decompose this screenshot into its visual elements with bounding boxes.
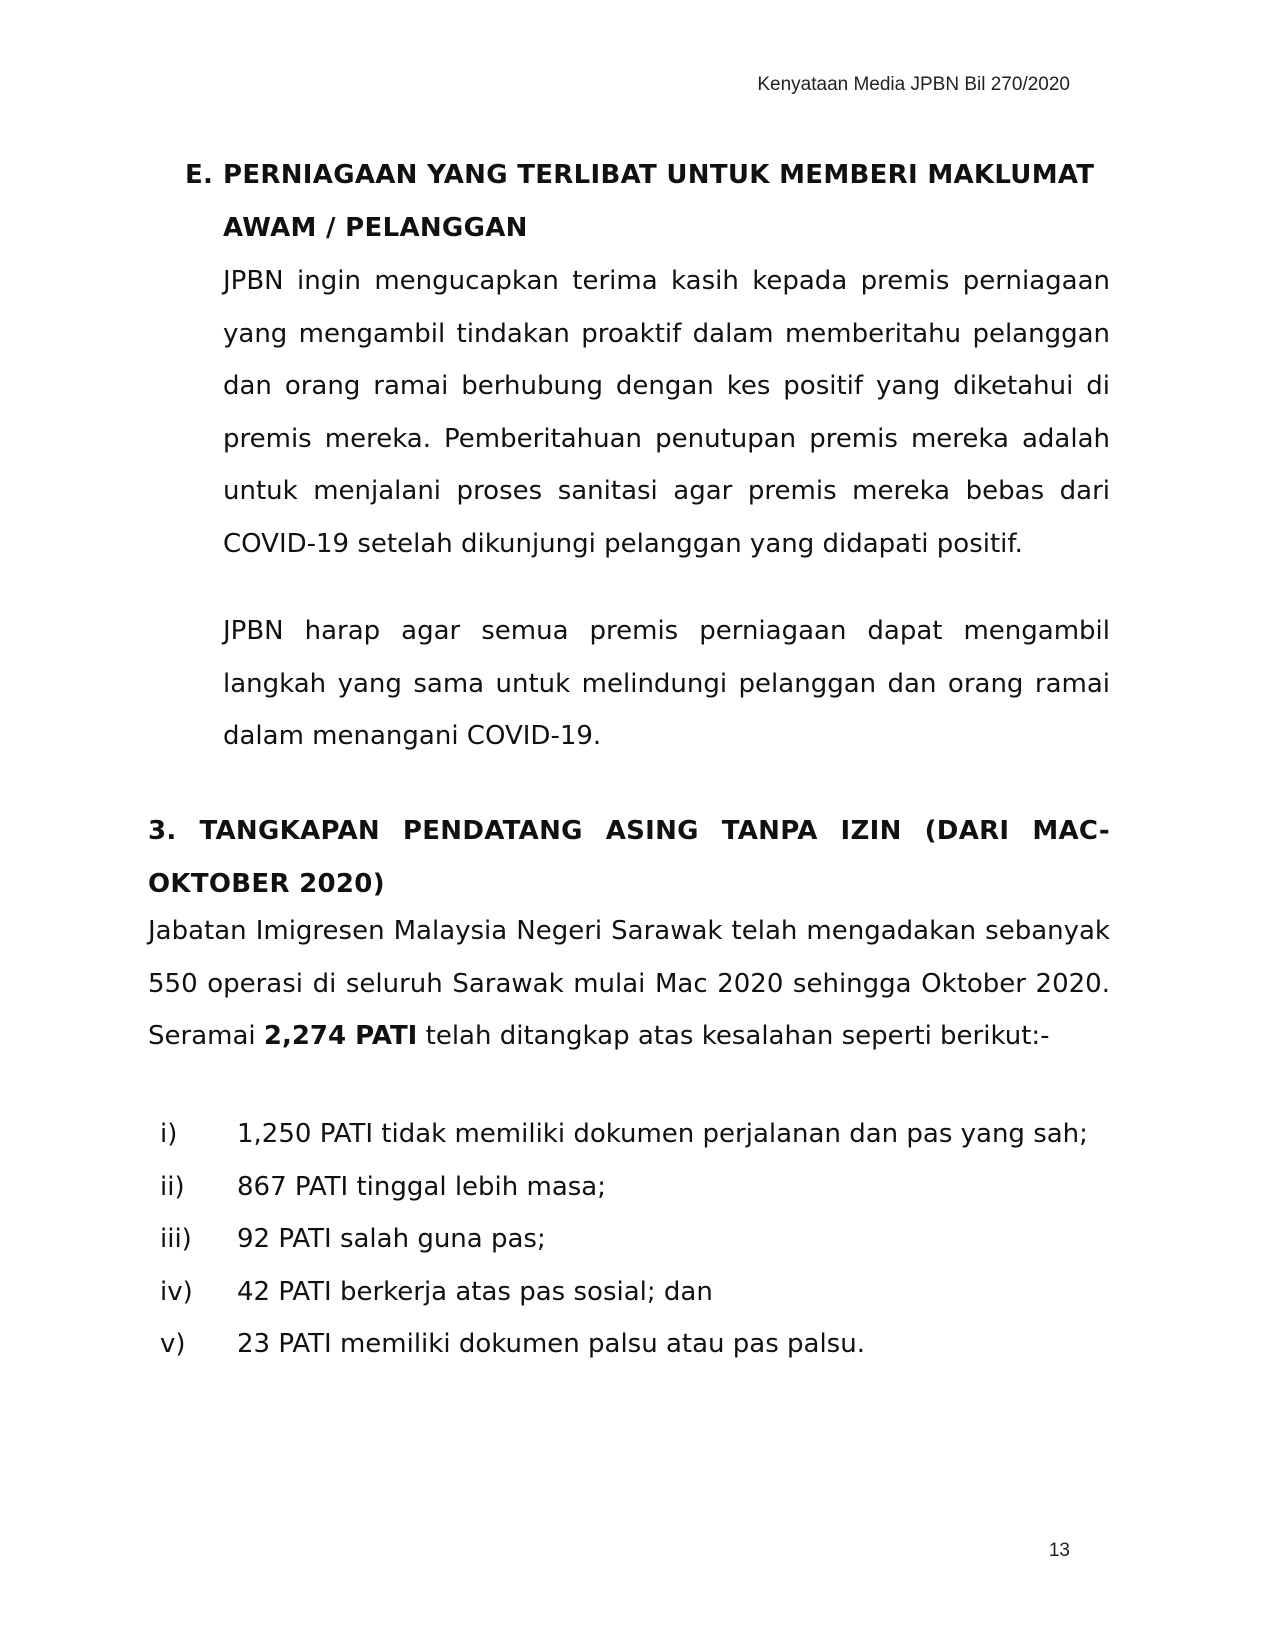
offence-list <box>160 1108 1110 1371</box>
section-3-paragraph-end: telah ditangkap atas kesalahan seperti berikut:- <box>417 1021 1050 1051</box>
page-header-reference: Kenyataan Media JPBN Bil 270/2020 <box>757 74 1070 95</box>
list-item <box>160 1213 1110 1266</box>
section-e-heading-line1 <box>185 149 1110 202</box>
list-item-text: 42 PATI berkerja atas pas sosial; dan <box>237 1276 713 1307</box>
list-item-text: 23 PATI memiliki dokumen palsu atau pas palsu. <box>237 1329 865 1359</box>
list-item-number: iv) <box>160 1276 193 1307</box>
page-number: 13 <box>1048 1540 1070 1561</box>
section-3-heading-line2: OKTOBER 2020) <box>148 868 385 899</box>
list-item-text: 92 PATI salah guna pas; <box>237 1224 546 1254</box>
list-item-text: 867 PATI tinggal lebih masa; <box>237 1171 607 1202</box>
section-3-paragraph <box>148 905 1110 1063</box>
list-item <box>160 1318 1110 1371</box>
list-item <box>160 1266 1110 1319</box>
section-3-paragraph-start: Jabatan Imigresen Malaysia Negeri Sarawak telah mengadakan sebanyak 550 operasi di seluruh Sarawak mulai Mac 2020 sehingga Oktober 2020. Seramai <box>148 916 1110 1051</box>
section-e-heading <box>185 149 1110 254</box>
list-item-number: ii) <box>160 1171 185 1202</box>
list-item <box>160 1108 1110 1161</box>
section-3-heading <box>148 805 1110 910</box>
section-e-paragraph-2: JPBN harap agar semua premis perniagaan dapat mengambil langkah yang sama untuk melindungi pelanggan dan orang ramai dalam menangani COVID-19. <box>223 616 1110 751</box>
section-3-paragraph-bold-count: 2,274 PATI <box>263 1021 418 1051</box>
section-3-heading-line1: 3. TANGKAPAN PENDATANG ASING TANPA IZIN (DARI MAC- <box>148 816 1110 846</box>
list-item-number: i) <box>160 1119 178 1149</box>
section-e-heading-line2: AWAM / PELANGGAN <box>223 212 528 243</box>
list-item-text: 1,250 PATI tidak memiliki dokumen perjalanan dan pas yang sah; <box>237 1119 1088 1149</box>
section-e-paragraph-1: JPBN ingin mengucapkan terima kasih kepada premis perniagaan yang mengambil tindakan proaktif dalam memberitahu pelanggan dan orang ramai berhubung dengan kes positif yang diketahui di premis mereka. Pemberitahuan penutupan premis mereka adalah untuk menjalani proses sanitasi agar premis mereka bebas dari COVID-19 setelah dikunjungi pelanggan yang didapati positif. <box>223 266 1110 559</box>
list-item-number: v) <box>160 1329 186 1359</box>
list-item <box>160 1161 1110 1214</box>
section-e-letter: E. <box>185 160 214 190</box>
section-e-heading-text: PERNIAGAAN YANG TERLIBAT UNTUK MEMBERI MAKLUMAT <box>223 160 1095 190</box>
list-item-number: iii) <box>160 1224 192 1254</box>
